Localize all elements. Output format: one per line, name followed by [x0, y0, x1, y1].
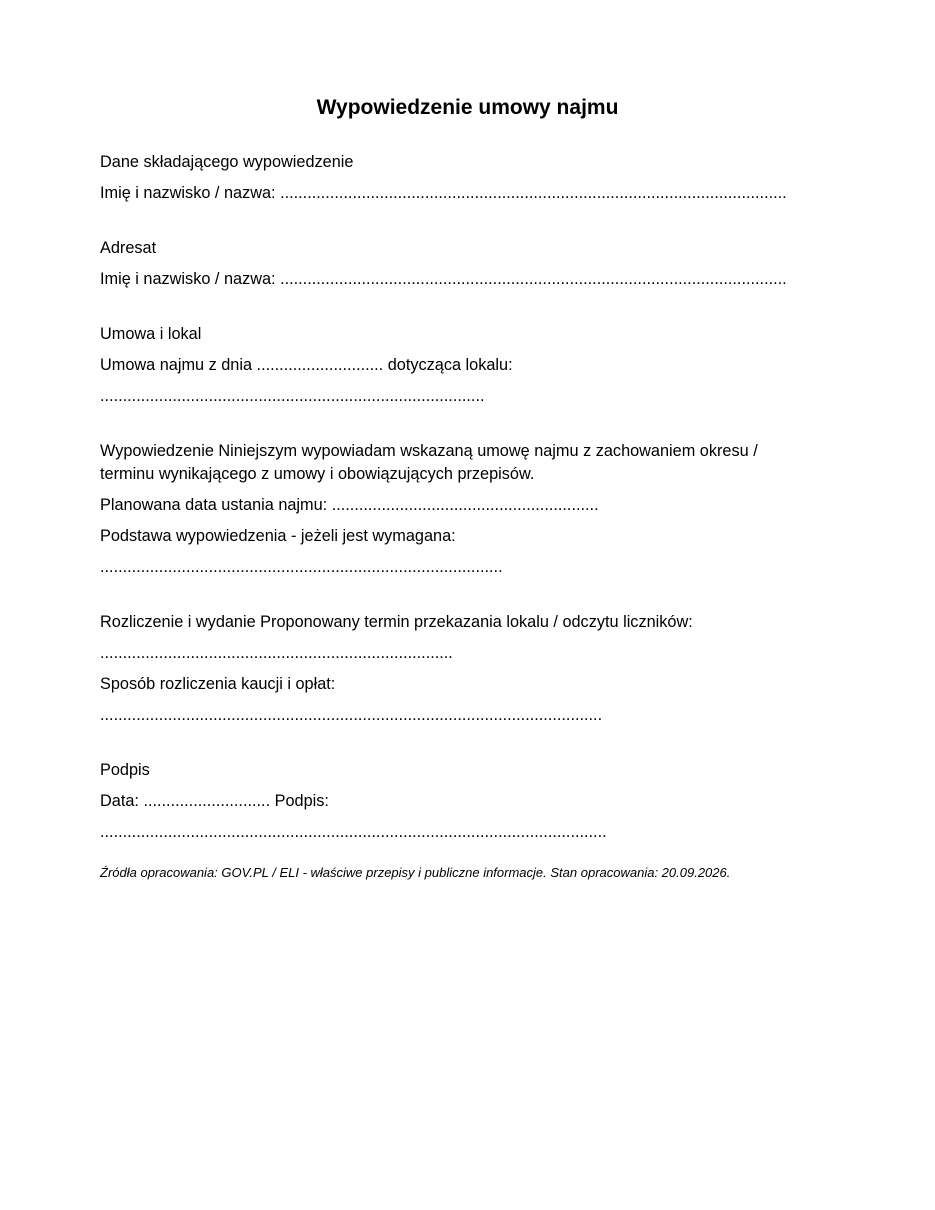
sender-heading: Dane składającego wypowiedzenie	[100, 153, 354, 171]
settlement-deposit-value: ...............................................................................................................	[100, 706, 603, 724]
sender-section	[100, 151, 800, 205]
termination-section	[100, 440, 800, 579]
contract-section	[100, 323, 800, 408]
termination-statement: Wypowiedzenie Niniejszym wypowiadam wskazaną umowę najmu z zachowaniem okresu / terminu wynikającego z umowy i obowiązujących przepisów.	[100, 442, 758, 483]
contract-premises-line: .....................................................................................	[100, 387, 485, 405]
addressee-name-line: Imię i nazwisko / nazwa: ................................................................................................................	[100, 270, 787, 288]
settlement-handover-line: Rozliczenie i wydanie Proponowany termin przekazania lokalu / odczytu liczników:	[100, 613, 693, 631]
termination-basis-line: .........................................................................................	[100, 558, 503, 576]
termination-end-date-line: Planowana data ustania najmu: ...........................................................	[100, 496, 599, 514]
document-body	[100, 151, 800, 890]
contract-heading: Umowa i lokal	[100, 325, 202, 343]
addressee-section	[100, 237, 800, 291]
sender-name-line: Imię i nazwisko / nazwa: ................................................................................................................	[100, 184, 787, 202]
signature-date-line: Data: ............................ Podpis:	[100, 792, 329, 810]
contract-date-line: Umowa najmu z dnia ............................ dotycząca lokalu:	[100, 356, 513, 374]
signature-section	[100, 759, 800, 844]
settlement-section	[100, 611, 800, 727]
addressee-heading: Adresat	[100, 239, 157, 257]
settlement-deposit-label: Sposób rozliczenia kaucji i opłat:	[100, 675, 336, 693]
termination-basis-label: Podstawa wypowiedzenia - jeżeli jest wymagana:	[100, 527, 456, 545]
sources-note: Źródła opracowania: GOV.PL / ELI - właściwe przepisy i publiczne informacje. Stan opracowania: 20.09.2026.	[100, 865, 731, 880]
signature-heading: Podpis	[100, 761, 150, 779]
document-title: Wypowiedzenie umowy najmu	[316, 96, 619, 119]
signature-value-line: ................................................................................................................	[100, 823, 607, 841]
settlement-handover-value: ..............................................................................	[100, 644, 453, 662]
